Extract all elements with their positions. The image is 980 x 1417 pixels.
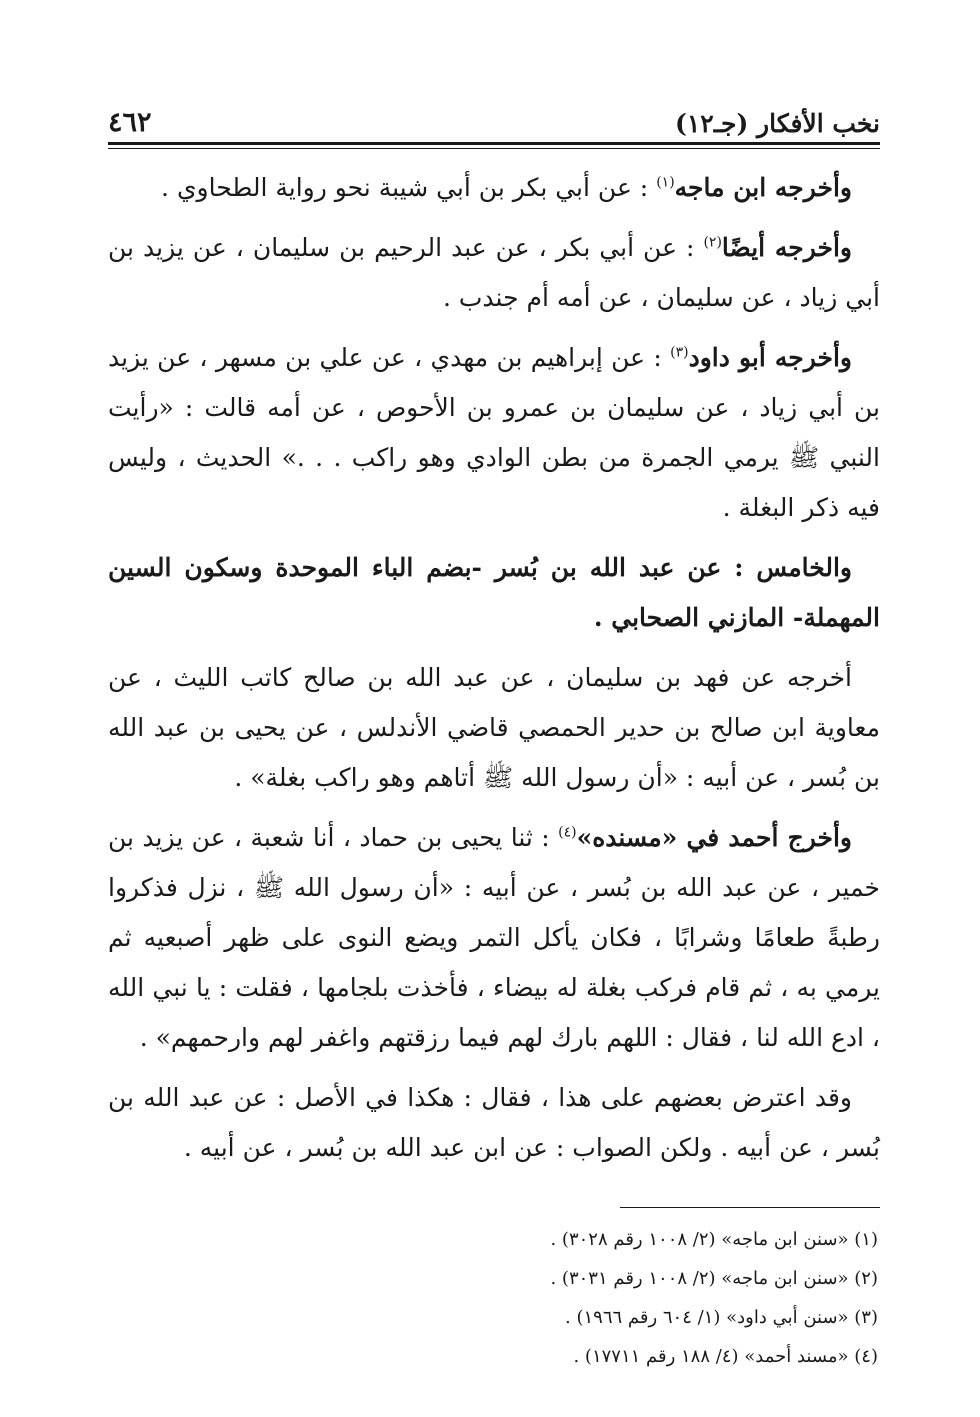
footnote-ref[interactable]: (١) xyxy=(656,174,675,191)
paragraph-lead: وأخرجه ابن ماجه xyxy=(674,173,852,202)
footnote-ref[interactable]: (٢) xyxy=(703,234,722,251)
paragraph-lead: وأخرج أحمد في «مسنده» xyxy=(576,823,852,852)
paragraph-text: : عن أبي بكر بن أبي شيبة نحو رواية الطحاوي . xyxy=(161,173,657,202)
footnote-ref[interactable]: (٤) xyxy=(558,824,577,841)
paragraph-lead: وأخرجه أيضًا xyxy=(721,233,852,262)
paragraph-objection: وقد اعترض بعضهم على هذا ، فقال : هكذا في الأصل : عن عبد الله بن بُسر ، عن أبيه . ولكن الصواب : عن ابن عبد الله بن بُسر ، عن أبيه . xyxy=(108,1083,880,1162)
footnotes xyxy=(108,1220,880,1376)
paragraph-also xyxy=(108,223,880,323)
footnote-item: (١) «سنن ابن ماجه» (٢/ ١٠٠٨ رقم ٣٠٢٨) . xyxy=(550,1229,878,1250)
page-header xyxy=(108,96,880,138)
paragraph-text: : عن إبراهيم بن مهدي ، عن علي بن مسهر ، عن يزيد بن أبي زياد ، عن سليمان بن عمرو بن الأحوص ، عن أمه قالت : «رأيت النبي ﷺ يرمي الجمرة من بطن الوادي وهو راكب . . .» الحديث ، وليس فيه ذكر البغلة . xyxy=(108,343,880,522)
document-page xyxy=(108,96,880,1386)
footnote-item: (٢) «سنن ابن ماجه» (٢/ ١٠٠٨ رقم ٣٠٣١) . xyxy=(550,1268,878,1289)
paragraph-text: : ثنا يحيى بن حماد ، أنا شعبة ، عن يزيد بن خمير ، عن عبد الله بن بُسر ، عن أبيه : «أن رسول الله ﷺ ، نزل فذكروا رطبةً طعامًا وشرابًا ، فكان يأكل التمر ويضع النوى على ظهر أصبعيه ثم يرمي به ، ثم قام فركب بغلة له بيضاء ، فأخذت بلجامها ، فقلت : يا نبي الله ، ادع الله لنا ، فقال : اللهم بارك لهم فيما رزقتهم واغفر لهم وارحمهم» . xyxy=(108,823,880,1052)
footnote-ref[interactable]: (٣) xyxy=(670,344,689,361)
main-text xyxy=(108,163,880,1173)
paragraph-ahmad xyxy=(108,813,880,1063)
paragraph-abu-dawud xyxy=(108,333,880,533)
running-title: نخب الأفكار (جـ١٢) xyxy=(674,109,880,138)
footnote-item: (٤) «مسند أحمد» (٤/ ١٨٨ رقم ١٧٧١١) . xyxy=(573,1346,878,1367)
header-rule-thin xyxy=(108,148,880,149)
footnote-item: (٣) «سنن أبي داود» (١/ ٦٠٤ رقم ١٩٦٦) . xyxy=(565,1307,878,1328)
paragraph-ibn-majah xyxy=(108,163,880,213)
paragraph-lead: وأخرجه أبو داود xyxy=(688,343,852,372)
footnote-separator xyxy=(620,1207,880,1208)
section-heading: والخامس : عن عبد الله بن بُسر -بضم الباء الموحدة وسكون السين المهملة- المازني الصحابي . xyxy=(108,553,880,632)
header-rule-thick xyxy=(108,142,880,145)
paragraph-fahd: أخرجه عن فهد بن سليمان ، عن عبد الله بن صالح كاتب الليث ، عن معاوية ابن صالح بن حدير الحمصي قاضي الأندلس ، عن يحيى بن عبد الله بن بُسر ، عن أبيه : «أن رسول الله ﷺ أتاهم وهو راكب بغلة» . xyxy=(108,663,880,792)
paragraph-text: : عن أبي بكر ، عن عبد الرحيم بن سليمان ، عن يزيد بن أبي زياد ، عن سليمان ، عن أمه أم جندب . xyxy=(108,233,880,312)
page-number: ٤٦٢ xyxy=(108,107,152,138)
